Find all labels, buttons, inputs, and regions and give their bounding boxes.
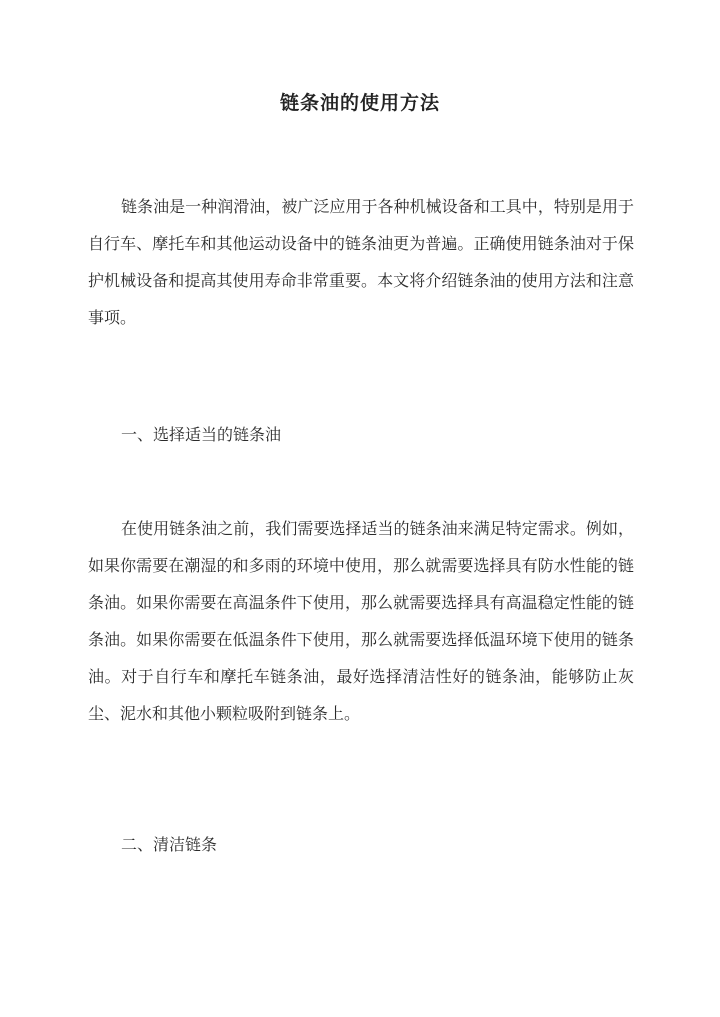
page-title: 链条油的使用方法 [279, 92, 440, 114]
section-heading-clean-chain: 二、清洁链条 [121, 835, 218, 854]
section-paragraph-choose-oil: 在使用链条油之前，我们需要选择适当的链条油来满足特定需求。例如，如果你需要在潮湿的和多雨的环境中使用，那么就需要选择具有防水性能的链条油。如果你需要在高温条件下使用，那么就需要选择具有高温稳定性能的链条油。如果你需要在低温条件下使用，那么就需要选择低温环境下使用的链条油。对于自行车和摩托车链条油，最好选择清洁性好的链条油，能够防止灰尘、泥水和其他小颗粒吸附到链条上。 [88, 519, 634, 723]
section-heading-choose-oil: 一、选择适当的链条油 [121, 425, 282, 444]
intro-paragraph: 链条油是一种润滑油，被广泛应用于各种机械设备和工具中，特别是用于自行车、摩托车和其他运动设备中的链条油更为普遍。正确使用链条油对于保护机械设备和提高其使用寿命非常重要。本文将介绍链条油的使用方法和注意事项。 [88, 197, 634, 327]
